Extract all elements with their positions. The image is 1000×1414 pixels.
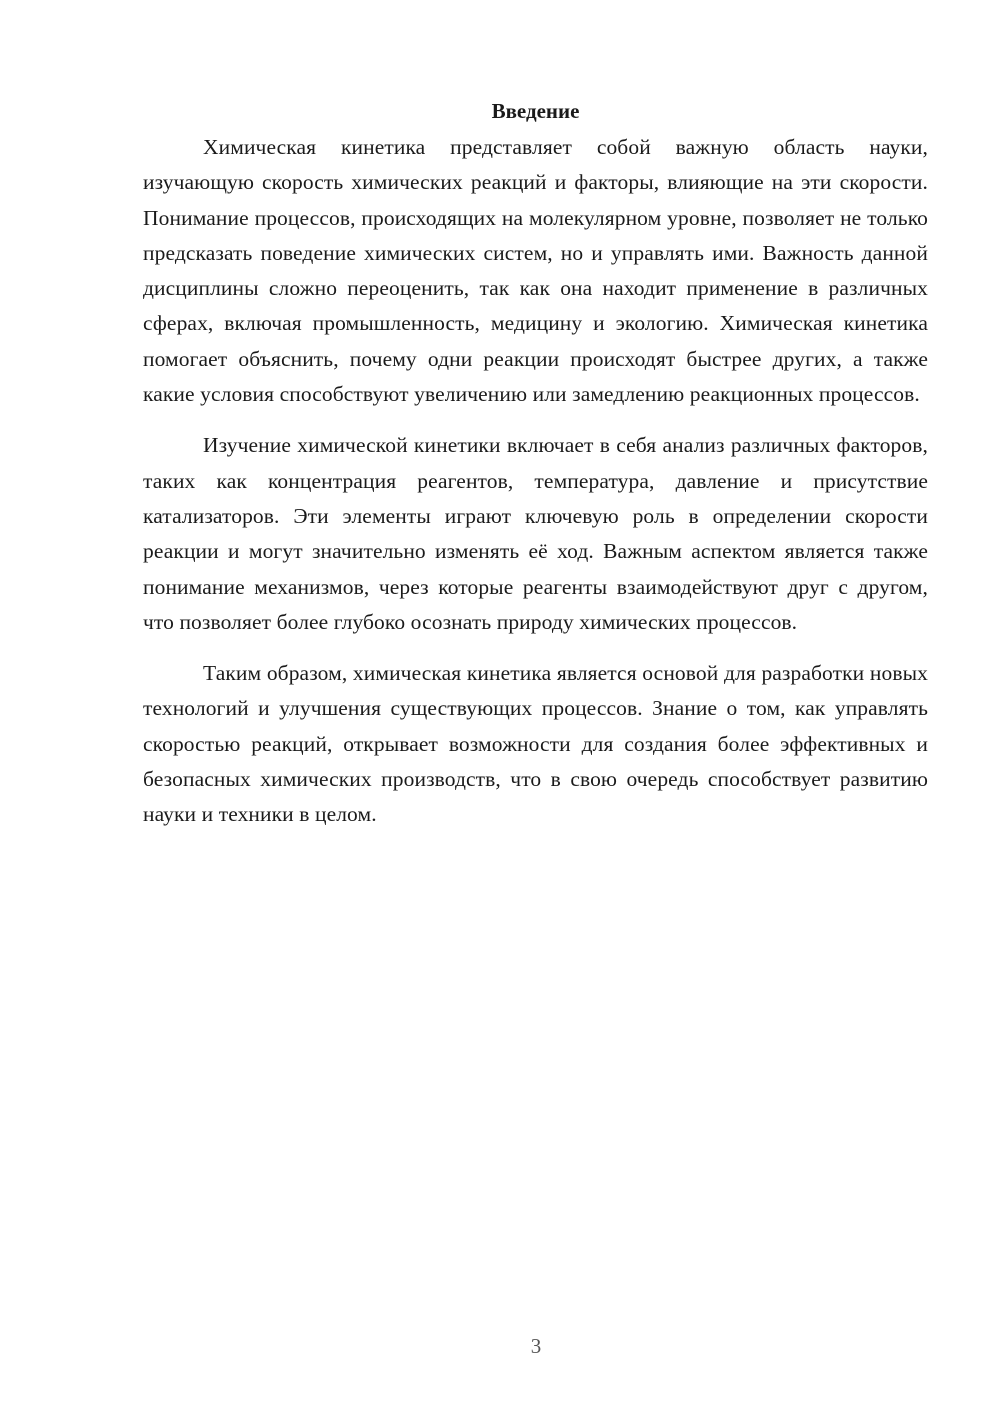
page-content (143, 96, 928, 849)
section-heading: Введение (491, 99, 580, 123)
paragraph-3: Таким образом, химическая кинетика является основой для разработки новых технологий и улучшения существующих процессов. Знание о том, как управлять скоростью реакций, открывает возможности для создания более эффективных и безопасных химических производств, что в свою очередь способствует развитию науки и техники в целом. (143, 661, 928, 827)
paragraph-1: Химическая кинетика представляет собой важную область науки, изучающую скорость химических реакций и факторы, влияющие на эти скорости. Понимание процессов, происходящих на молекулярном уровне, позволяет не только предсказать поведение химических систем, но и управлять ими. Важность данной дисциплины сложно переоценить, так как она находит применение в различных сферах, включая промышленность, медицину и экологию. Химическая кинетика помогает объяснить, почему одни реакции происходят быстрее других, а также какие условия способствуют увеличению или замедлению реакционных процессов. (143, 135, 928, 407)
paragraph-2: Изучение химической кинетики включает в себя анализ различных факторов, таких как концентрация реагентов, температура, давление и присутствие катализаторов. Эти элементы играют ключевую роль в определении скорости реакции и могут значительно изменять её ход. Важным аспектом является также понимание механизмов, через которые реагенты взаимодействуют друг с другом, что позволяет более глубоко осознать природу химических процессов. (143, 433, 928, 634)
page-number: 3 (530, 1334, 542, 1358)
